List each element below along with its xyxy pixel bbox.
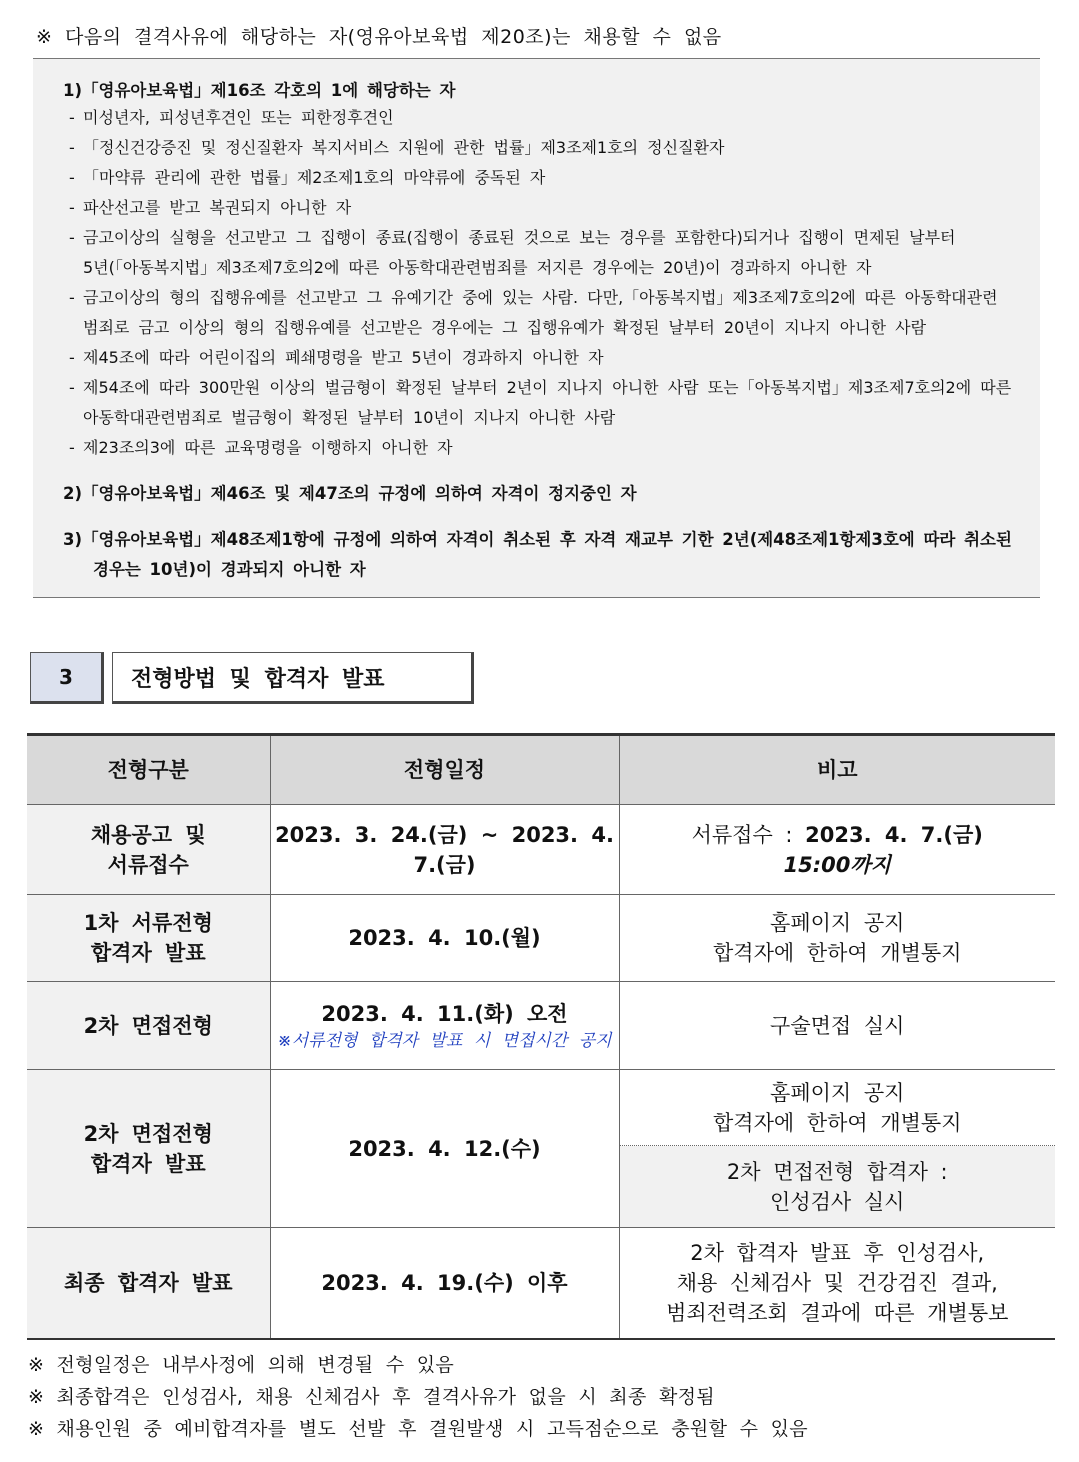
bullet-dash: - bbox=[69, 228, 75, 247]
interview-time-note: ※서류전형 합격자 발표 시 면접시간 공지 bbox=[277, 1030, 612, 1051]
list-item-text: 「마약류 관리에 관한 법률」제2조제1호의 마약류에 중독된 자 bbox=[83, 168, 546, 187]
disqualification-notice: ※ 다음의 결격사유에 해당하는 자(영유아보육법 제20조)는 채용할 수 없음 bbox=[36, 26, 722, 48]
table-row bbox=[27, 982, 1055, 1070]
section-number: 3 bbox=[30, 652, 104, 704]
row-remarks: 홈페이지 공지 합격자에 한하여 개별통지 bbox=[619, 1070, 1055, 1146]
list-item-text: 제45조에 따라 어린이집의 폐쇄명령을 받고 5년이 경과하지 아니한 자 bbox=[83, 348, 604, 367]
list-item-text: 제54조에 따라 300만원 이상의 벌금형이 확정된 날부터 2년이 지나지 아니한 사람 또는「아동복지법」제3조제7호의2에 따른 bbox=[83, 378, 1012, 397]
row-date: 2023. 4. 11.(화) 오전 ※서류전형 합격자 발표 시 면접시간 공지 bbox=[270, 982, 619, 1070]
list-item-text: 범죄로 금고 이상의 형의 집행유예를 선고받은 경우에는 그 집행유예가 확정된 날부터 20년이 지나지 아니한 사람 bbox=[83, 318, 927, 337]
list-item bbox=[69, 433, 453, 463]
row-category: 채용공고 및 서류접수 bbox=[27, 805, 270, 895]
table-row bbox=[27, 1228, 1055, 1339]
row-remarks: 홈페이지 공지 합격자에 한하여 개별통지 bbox=[619, 895, 1055, 982]
list-item-text: 금고이상의 실형을 선고받고 그 집행이 종료(집행이 종료된 것으로 보는 경우를 포함한다)되거나 집행이 면제된 날부터 bbox=[83, 228, 956, 247]
table-header-row bbox=[27, 735, 1055, 805]
list-item-text: 아동학대관련범죄로 벌금형이 확정된 날부터 10년이 지나지 아니한 사람 bbox=[83, 408, 616, 427]
row-remarks: 서류접수 : 2023. 4. 7.(금) 15:00까지 bbox=[619, 805, 1055, 895]
header-category: 전형구분 bbox=[27, 735, 270, 805]
list-item bbox=[69, 163, 545, 193]
bullet-dash: - bbox=[69, 438, 75, 457]
schedule-table bbox=[27, 733, 1055, 1340]
table-row bbox=[27, 1070, 1055, 1146]
list-item bbox=[69, 133, 724, 163]
row-date: 2023. 4. 10.(월) bbox=[270, 895, 619, 982]
list-item bbox=[69, 103, 394, 133]
bullet-dash: - bbox=[69, 348, 75, 367]
bullet-dash: - bbox=[69, 138, 75, 157]
bullet-dash: - bbox=[69, 288, 75, 307]
bullet-dash: - bbox=[69, 168, 75, 187]
list-item bbox=[69, 343, 604, 373]
section-title: 전형방법 및 합격자 발표 bbox=[112, 652, 474, 704]
footnote: ※ 전형일정은 내부사정에 의해 변경될 수 있음 bbox=[28, 1354, 455, 1376]
list-item bbox=[69, 373, 1011, 433]
footnote: ※ 최종합격은 인성검사, 채용 신체검사 후 결격사유가 없을 시 최종 확정됨 bbox=[28, 1386, 715, 1408]
row-category: 최종 합격자 발표 bbox=[27, 1228, 270, 1339]
row-date: 2023. 3. 24.(금) ~ 2023. 4. 7.(금) bbox=[270, 805, 619, 895]
row-date: 2023. 4. 12.(수) bbox=[270, 1070, 619, 1228]
row-remarks-sub: 2차 면접전형 합격자 : 인성검사 실시 bbox=[619, 1146, 1055, 1228]
list-item bbox=[69, 193, 351, 223]
disqualification-box bbox=[33, 58, 1040, 598]
footnote: ※ 채용인원 중 예비합격자를 별도 선발 후 결원발생 시 고득점순으로 충원할 수 있음 bbox=[28, 1418, 808, 1440]
list-item bbox=[69, 223, 956, 283]
row-remarks: 2차 합격자 발표 후 인성검사, 채용 신체검사 및 건강검진 결과, 범죄전력조회 결과에 따른 개별통보 bbox=[619, 1228, 1055, 1339]
bullet-dash: - bbox=[69, 198, 75, 217]
list-item-text: 금고이상의 형의 집행유예를 선고받고 그 유예기간 중에 있는 사람. 다만,「아동복지법」제3조제7호의2에 따른 아동학대관련 bbox=[83, 288, 998, 307]
row-category: 1차 서류전형 합격자 발표 bbox=[27, 895, 270, 982]
header-remarks: 비고 bbox=[619, 735, 1055, 805]
row-remarks: 구술면접 실시 bbox=[619, 982, 1055, 1070]
table-row bbox=[27, 895, 1055, 982]
header-schedule: 전형일정 bbox=[270, 735, 619, 805]
list-item bbox=[69, 283, 998, 343]
list-item-text: 미성년자, 피성년후견인 또는 피한정후견인 bbox=[83, 108, 394, 127]
bullet-dash: - bbox=[69, 378, 75, 397]
disqualification-heading-3: 3)「영유아보육법」제48조제1항에 규정에 의하여 자격이 취소된 후 자격 재교부 기한 2년(제48조제1항제3호에 따라 취소된 경우는 10년)이 경과되지 아니한 자 bbox=[63, 530, 1012, 579]
row-date: 2023. 4. 19.(수) 이후 bbox=[270, 1228, 619, 1339]
list-item-text: 「정신건강증진 및 정신질환자 복지서비스 지원에 관한 법률」제3조제1호의 정신질환자 bbox=[83, 138, 725, 157]
list-item-text: 5년(「아동복지법」제3조제7호의2에 따른 아동학대관련범죄를 저지른 경우에는 20년)이 경과하지 아니한 자 bbox=[83, 258, 872, 277]
table-row bbox=[27, 805, 1055, 895]
row-category: 2차 면접전형 합격자 발표 bbox=[27, 1070, 270, 1228]
disqualification-heading-2: 2)「영유아보육법」제46조 및 제47조의 규정에 의하여 자격이 정지중인 자 bbox=[63, 484, 637, 503]
list-item-text: 파산선고를 받고 복권되지 아니한 자 bbox=[83, 198, 352, 217]
row-category: 2차 면접전형 bbox=[27, 982, 270, 1070]
list-item-text: 제23조의3에 따른 교육명령을 이행하지 아니한 자 bbox=[83, 438, 453, 457]
bullet-dash: - bbox=[69, 108, 75, 127]
disqualification-heading-1: 1)「영유아보육법」제16조 각호의 1에 해당하는 자 bbox=[63, 81, 456, 100]
